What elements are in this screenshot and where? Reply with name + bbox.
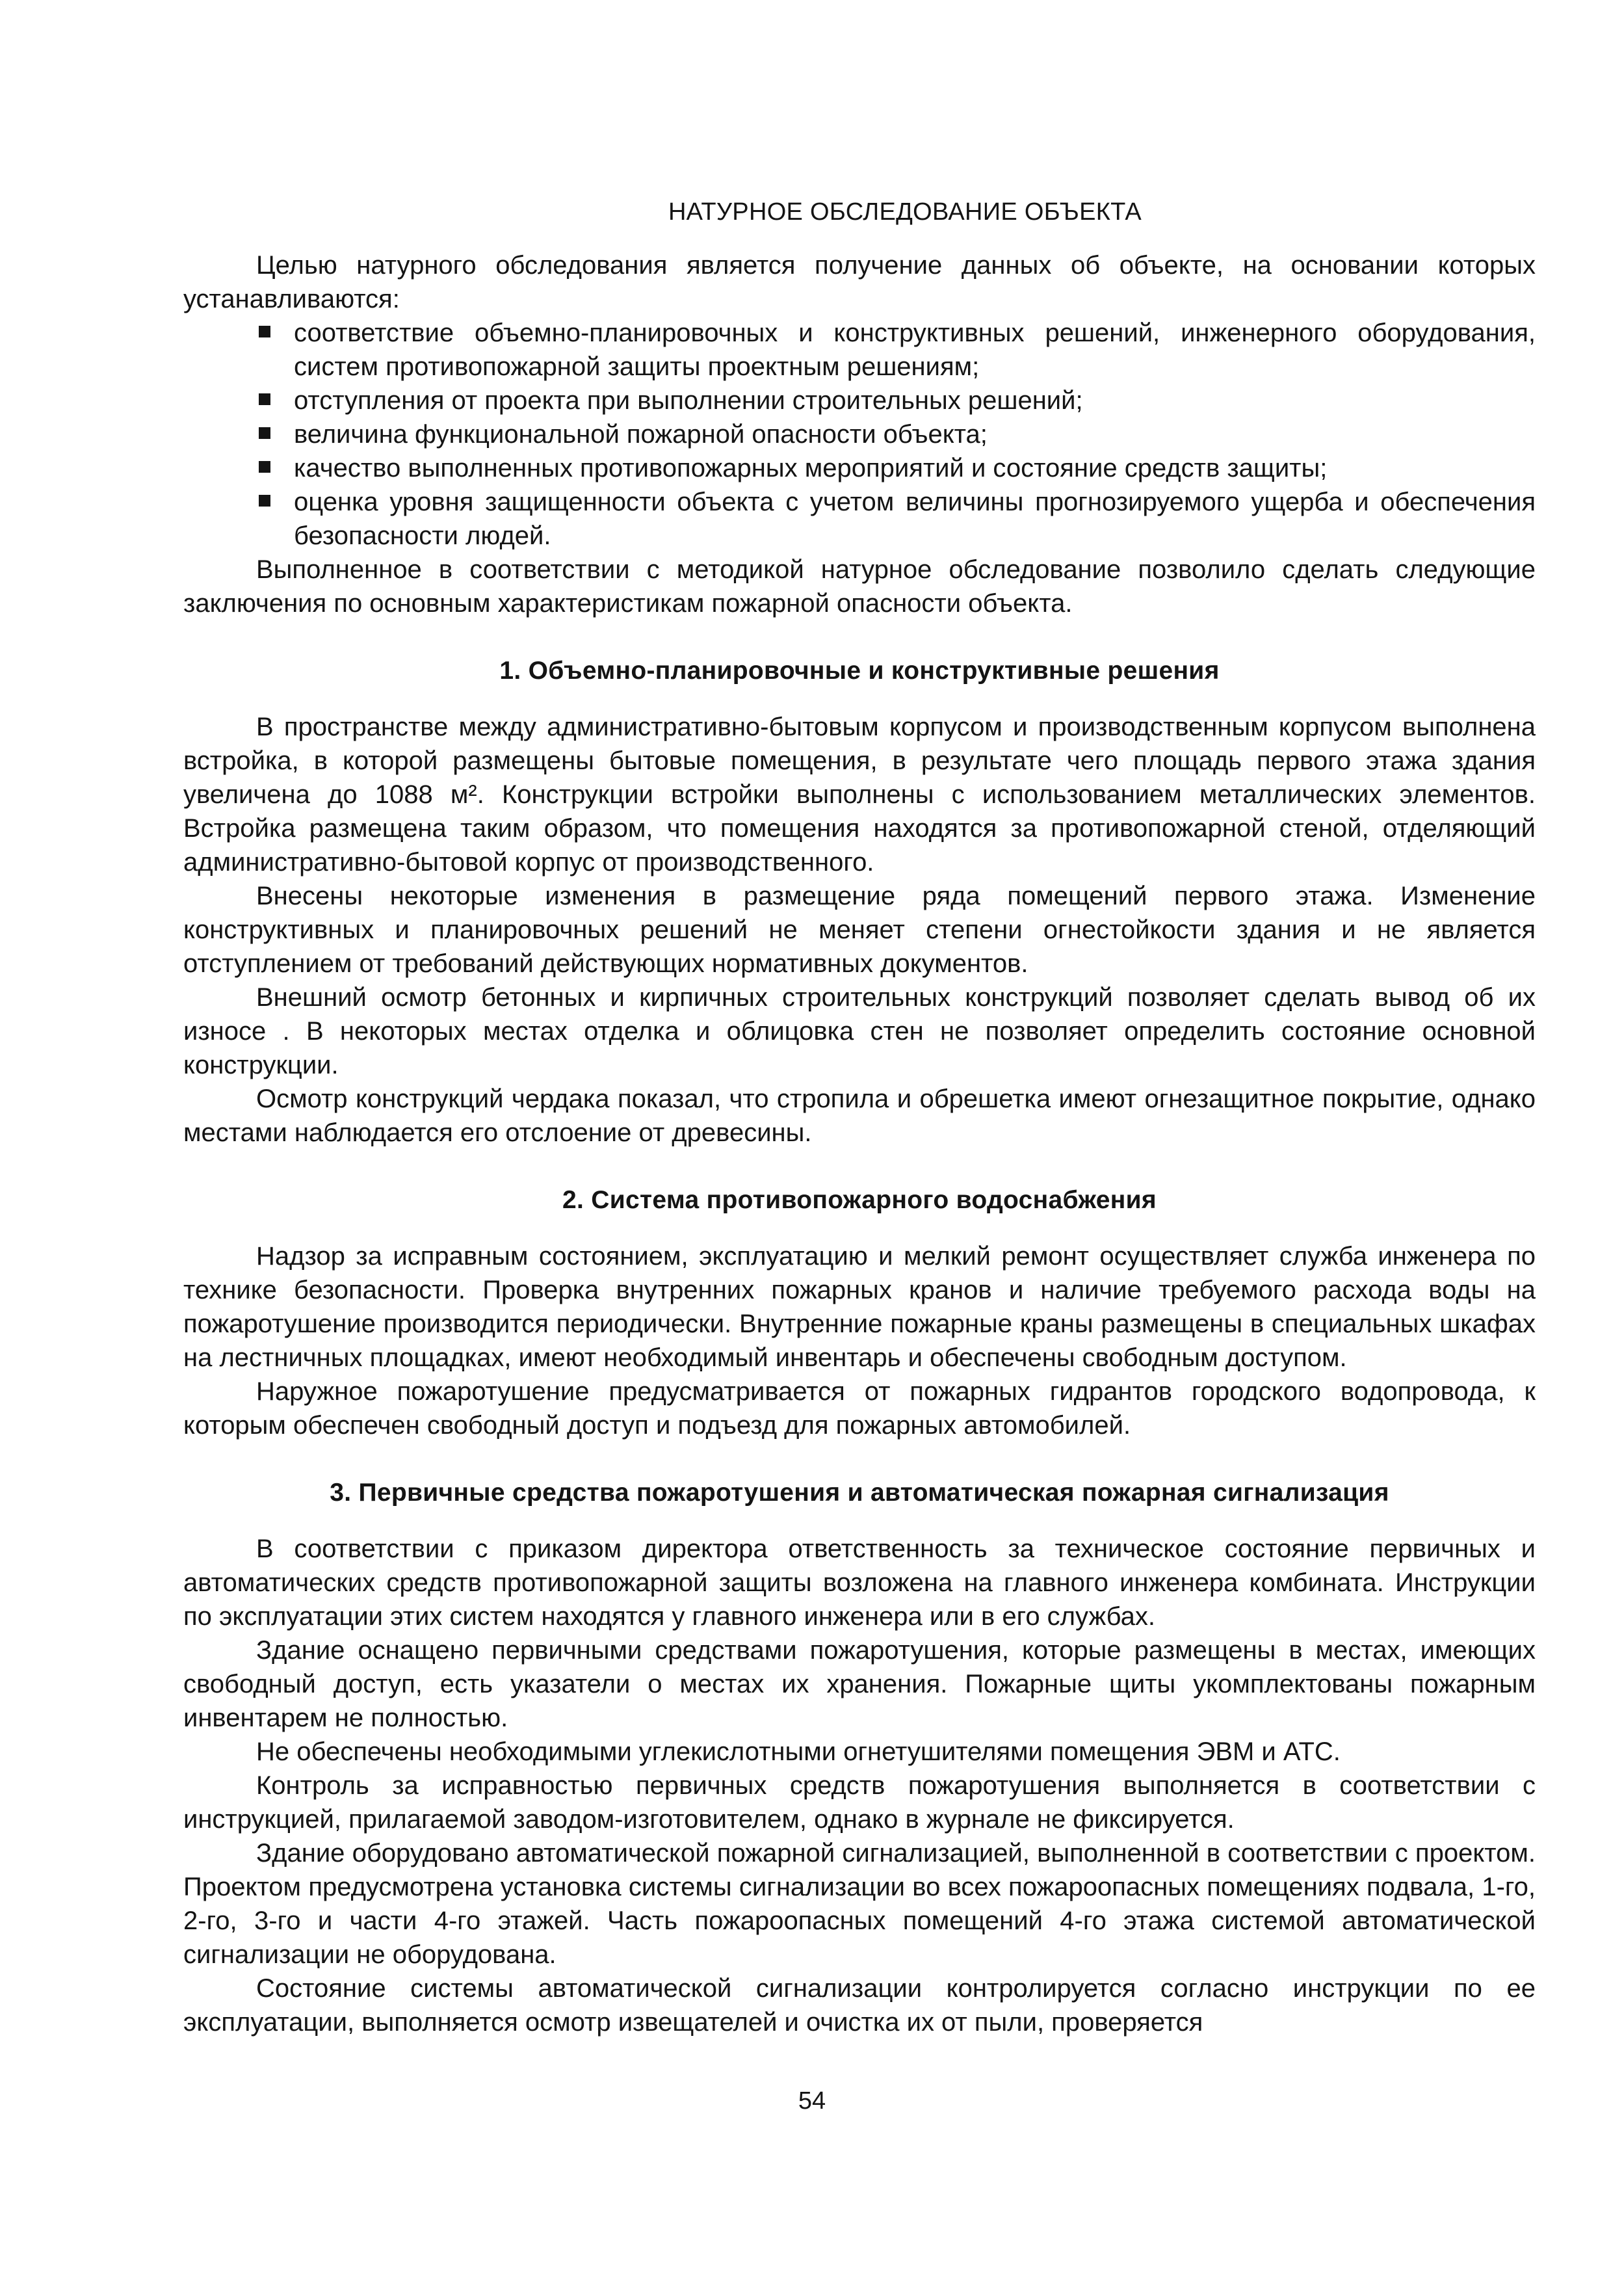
paragraph: Не обеспечены необходимыми углекислотными огнетушителями помещения ЭВМ и АТС. xyxy=(256,1737,1341,1766)
paragraph: Здание оборудовано автоматической пожарной сигнализацией, выполненной в соответствии с проектом. Проектом предусмотрена установка системы сигнализации во всех пожароопасных помещениях подвала, 1-го, 2-го, 3-го и части 4-го этажей. Часть пожароопасных помещений 4-го этажа системой автоматической сигнализации не оборудована. xyxy=(183,1839,1536,1969)
list-item xyxy=(256,417,1536,451)
list-item xyxy=(256,485,1536,553)
list-item-text: качество выполненных противопожарных мероприятий и состояние средств защиты; xyxy=(294,454,1328,482)
paragraph: Контроль за исправностью первичных средств пожаротушения выполняется в соответствии с инструкцией, прилагаемой заводом-изготовителем, однако в журнале не фиксируется. xyxy=(183,1771,1536,1834)
list-item-text: величина функциональной пожарной опасности объекта; xyxy=(294,420,988,449)
square-bullet-icon xyxy=(259,326,270,337)
section-3-title: 3. Первичные средства пожаротушения и автоматическая пожарная сигнализация xyxy=(330,1479,1389,1507)
paragraph: Наружное пожаротушение предусматривается от пожарных гидрантов городского водопровода, к которым обеспечен свободный доступ и подъезд для пожарных автомобилей. xyxy=(183,1377,1536,1440)
square-bullet-icon xyxy=(259,461,270,473)
paragraph: Здание оснащено первичными средствами пожаротушения, которые размещены в местах, имеющих свободный доступ, есть указатели о местах их хранения. Пожарные щиты укомплектованы пожарным инвентарем не полностью. xyxy=(183,1636,1536,1732)
square-bullet-icon xyxy=(259,495,270,507)
requirements-list xyxy=(183,316,1536,553)
paragraph: В соответствии с приказом директора ответственность за техническое состояние первичных и автоматических средств противопожарной защиты возложена на главного инженера комбината. Инструкции по эксплуатации этих систем находятся у главного инженера или в его службах. xyxy=(183,1535,1536,1631)
paragraph: Надзор за исправным состоянием, эксплуатацию и мелкий ремонт осуществляет служба инженера по технике безопасности. Проверка внутренних пожарных кранов и наличие требуемого расхода воды на пожаротушение производится периодически. Внутренние пожарные краны размещены в специальных шкафах на лестничных площадках, имеют необходимый инвентарь и обеспечены свободным доступом. xyxy=(183,1242,1536,1372)
paragraph: Осмотр конструкций чердака показал, что стропила и обрешетка имеют огнезащитное покрытие, однако местами наблюдается его отслоение от древесины. xyxy=(183,1085,1536,1147)
intro-paragraph: Целью натурного обследования является получение данных об объекте, на основании которых устанавливаются: xyxy=(183,251,1536,313)
list-item xyxy=(256,451,1536,485)
paragraph: Состояние системы автоматической сигнализации контролируется согласно инструкции по ее эксплуатации, выполняется осмотр извещателей и очистка их от пыли, проверяется xyxy=(183,1974,1536,2037)
paragraph: Внесены некоторые изменения в размещение ряда помещений первого этажа. Изменение конструктивных и планировочных решений не меняет степени огнестойкости здания и не является отступлением от требований действующих нормативных документов. xyxy=(183,882,1536,978)
document-title: НАТУРНОЕ ОБСЛЕДОВАНИЕ ОБЪЕКТА xyxy=(668,198,1142,226)
square-bullet-icon xyxy=(259,427,270,439)
list-item-text: оценка уровня защищенности объекта с учетом величины прогнозируемого ущерба и обеспечения безопасности людей. xyxy=(294,488,1536,550)
section-1-title: 1. Объемно-планировочные и конструктивные решения xyxy=(499,657,1220,685)
paragraph: Внешний осмотр бетонных и кирпичных строительных конструкций позволяет сделать вывод об их износе . В некоторых местах отделка и облицовка стен не позволяет определить состояние основной конструкции. xyxy=(183,983,1536,1079)
list-item-text: отступления от проекта при выполнении строительных решений; xyxy=(294,386,1083,415)
document-page xyxy=(183,195,1536,2039)
page-number: 54 xyxy=(798,2087,826,2115)
conclusion-paragraph: Выполненное в соответствии с методикой натурное обследование позволило сделать следующие заключения по основным характеристикам пожарной опасности объекта. xyxy=(183,555,1536,618)
square-bullet-icon xyxy=(259,393,270,405)
list-item-text: соответствие объемно-планировочных и конструктивных решений, инженерного оборудования, систем противопожарной защиты проектным решениям; xyxy=(294,319,1536,381)
list-item xyxy=(256,316,1536,384)
paragraph: В пространстве между административно-бытовым корпусом и производственным корпусом выполнена встройка, в которой размещены бытовые помещения, в результате чего площадь первого этажа здания увеличена до 1088 м². Конструкции встройки выполнены с использованием металлических элементов. Встройка размещена таким образом, что помещения находятся за противопожарной стеной, отделяющий административно-бытовой корпус от производственного. xyxy=(183,713,1536,877)
section-2-title: 2. Система противопожарного водоснабжения xyxy=(562,1186,1157,1214)
list-item xyxy=(256,384,1536,417)
